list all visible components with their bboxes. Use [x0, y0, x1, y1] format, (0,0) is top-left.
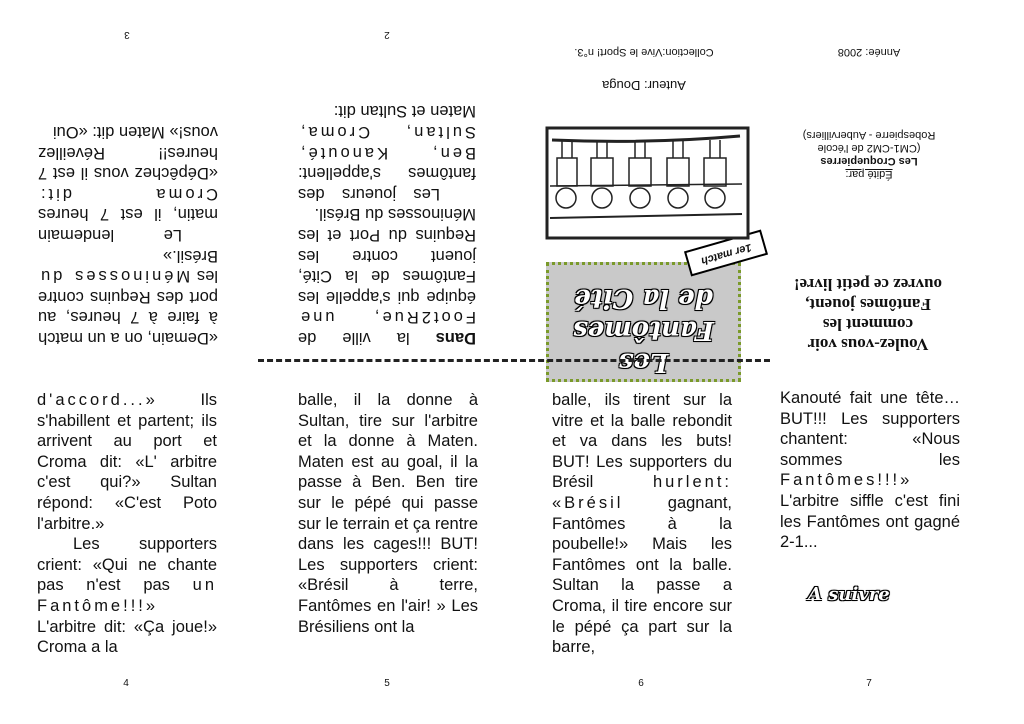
page-2-text-a: la ville de — [298, 329, 436, 347]
page-5-text — [298, 390, 478, 637]
page-6-text — [552, 390, 732, 658]
page-7-text-a: Kanouté fait une tête… BUT!!! Les supporters chantent: «Nous sommes les — [780, 389, 960, 469]
edited-by-label: Édité par: — [845, 168, 893, 180]
page-7-text — [780, 388, 960, 553]
page-number-4: 4 — [123, 678, 129, 689]
back-cover-blurb — [770, 274, 966, 354]
blurb-line-4: ouvrez ce petit livre! — [793, 275, 943, 294]
editor-line-3: Robespierre - Aubervilliers) — [802, 129, 936, 141]
blurb-line-2: comment les — [822, 315, 914, 334]
cover-title-line-1: Les — [618, 347, 669, 377]
editor-line-2: (CM1-CM2 de l'école — [817, 142, 921, 154]
page-2-spaced-a: Foot2Rue, une — [298, 308, 476, 327]
players-drawing — [545, 126, 750, 240]
blurb-line-3: Fantômes jouent, — [805, 295, 931, 314]
page-3-spaced-b: Croma dit: — [38, 184, 218, 203]
page-7-spaced-a: Fantômes!!!» — [780, 471, 913, 490]
page-2-text-d: Maten et Sultan dit: — [333, 102, 476, 121]
page-number-5: 5 — [384, 678, 390, 689]
dans-word: Dans — [435, 329, 476, 347]
page-6-text-b: gagnant, Fantômes à la poubelle!» Mais les Fantômes ont la balle. Sultan la passe a Croma, il tire encore sur le pépé ça part sur la barre, — [552, 493, 732, 657]
page-4-text-c: L'arbitre dit: «Ça joue!» Croma a la — [37, 617, 217, 657]
a-suivre-label: A suivre — [808, 584, 890, 605]
page-3-text-c: Le lendemain matin, il est 7 heures — [38, 205, 218, 245]
page-4-text — [37, 390, 217, 658]
cover-title-line-3: de la Cité — [574, 283, 713, 313]
page-2-text — [298, 101, 476, 348]
page-2-text-b: équipe qui s'appelle les Fantômes de la Cité, jouent contre les Requins du Port et les Méninosses du Brésil. — [298, 205, 476, 306]
page-2-text-c: Les joueurs des fantômes s'appellent: — [298, 164, 476, 203]
page-number-2: 2 — [384, 29, 390, 40]
editor-block — [784, 128, 954, 180]
page-7-text-b: L'arbitre siffle c'est fini les Fantômes ont gagné 2-1... — [780, 491, 960, 552]
page-6-text-a: balle, ils tirent sur la vitre et la balle rebondit et va dans les buts! BUT! Les supporters du Brésil — [552, 391, 732, 492]
page-number-6: 6 — [638, 678, 644, 689]
year: Année: 2008 — [837, 46, 901, 58]
cover-title-line-2: Fantômes — [573, 315, 714, 345]
bottom-half — [0, 362, 1024, 724]
author: Auteur: Douga — [602, 78, 686, 93]
page-number-7: 7 — [866, 678, 872, 689]
page-3-text-d: «Dépêchez vous il est 7 heures!! Réveillez vous!» Maten dit: «Oui — [38, 123, 218, 183]
page-3-text-a: «Demain, on a un match à faire à 7 heures, au port des Requins contre les — [38, 267, 218, 347]
blurb-line-1: Voulez-vous voir — [807, 335, 929, 354]
page-3-text — [38, 121, 218, 348]
page-4-text-b: Les supporters crient: «Qui ne chante pas n'est pas — [37, 535, 217, 595]
page-4-spaced-b: un Fantôme!!!» — [37, 576, 217, 615]
first-match-badge: 1er match — [684, 229, 768, 276]
page-2-names: Ben, Kanouté, Sultan, Croma, — [298, 123, 476, 162]
page-3-spaced-a: Méninosses du — [38, 267, 191, 286]
page-4-text-a: Ils s'habillent et partent; ils arrivent au port et Croma dit: «L' arbitre c'est qui?» Sultan répond: «C'est Poto l'arbitre.» — [37, 391, 217, 533]
page-6-spaced-a: hurlent: «Brésil — [552, 473, 732, 512]
editor-name: Les Croquepierres — [820, 155, 918, 167]
page-number-3: 3 — [124, 29, 130, 40]
page-5-paragraph: balle, il la donne à Sultan, tire sur l'arbitre et la donne à Maten. Maten est au goal, il la passe à Ben. Ben tire sur le pépé qui passe sur le terrain et ça rentre dans les cages!!! BUT! Les supporters crient: «Brésil à terre, Fantômes en l'air! » Les Brésiliens ont la — [298, 391, 478, 636]
page-3-text-b: Brésil.» — [162, 246, 218, 265]
collection: Collection:Vive le Sport! n°3. — [574, 46, 714, 58]
page-4-spaced-a: d'accord...» — [37, 391, 158, 409]
